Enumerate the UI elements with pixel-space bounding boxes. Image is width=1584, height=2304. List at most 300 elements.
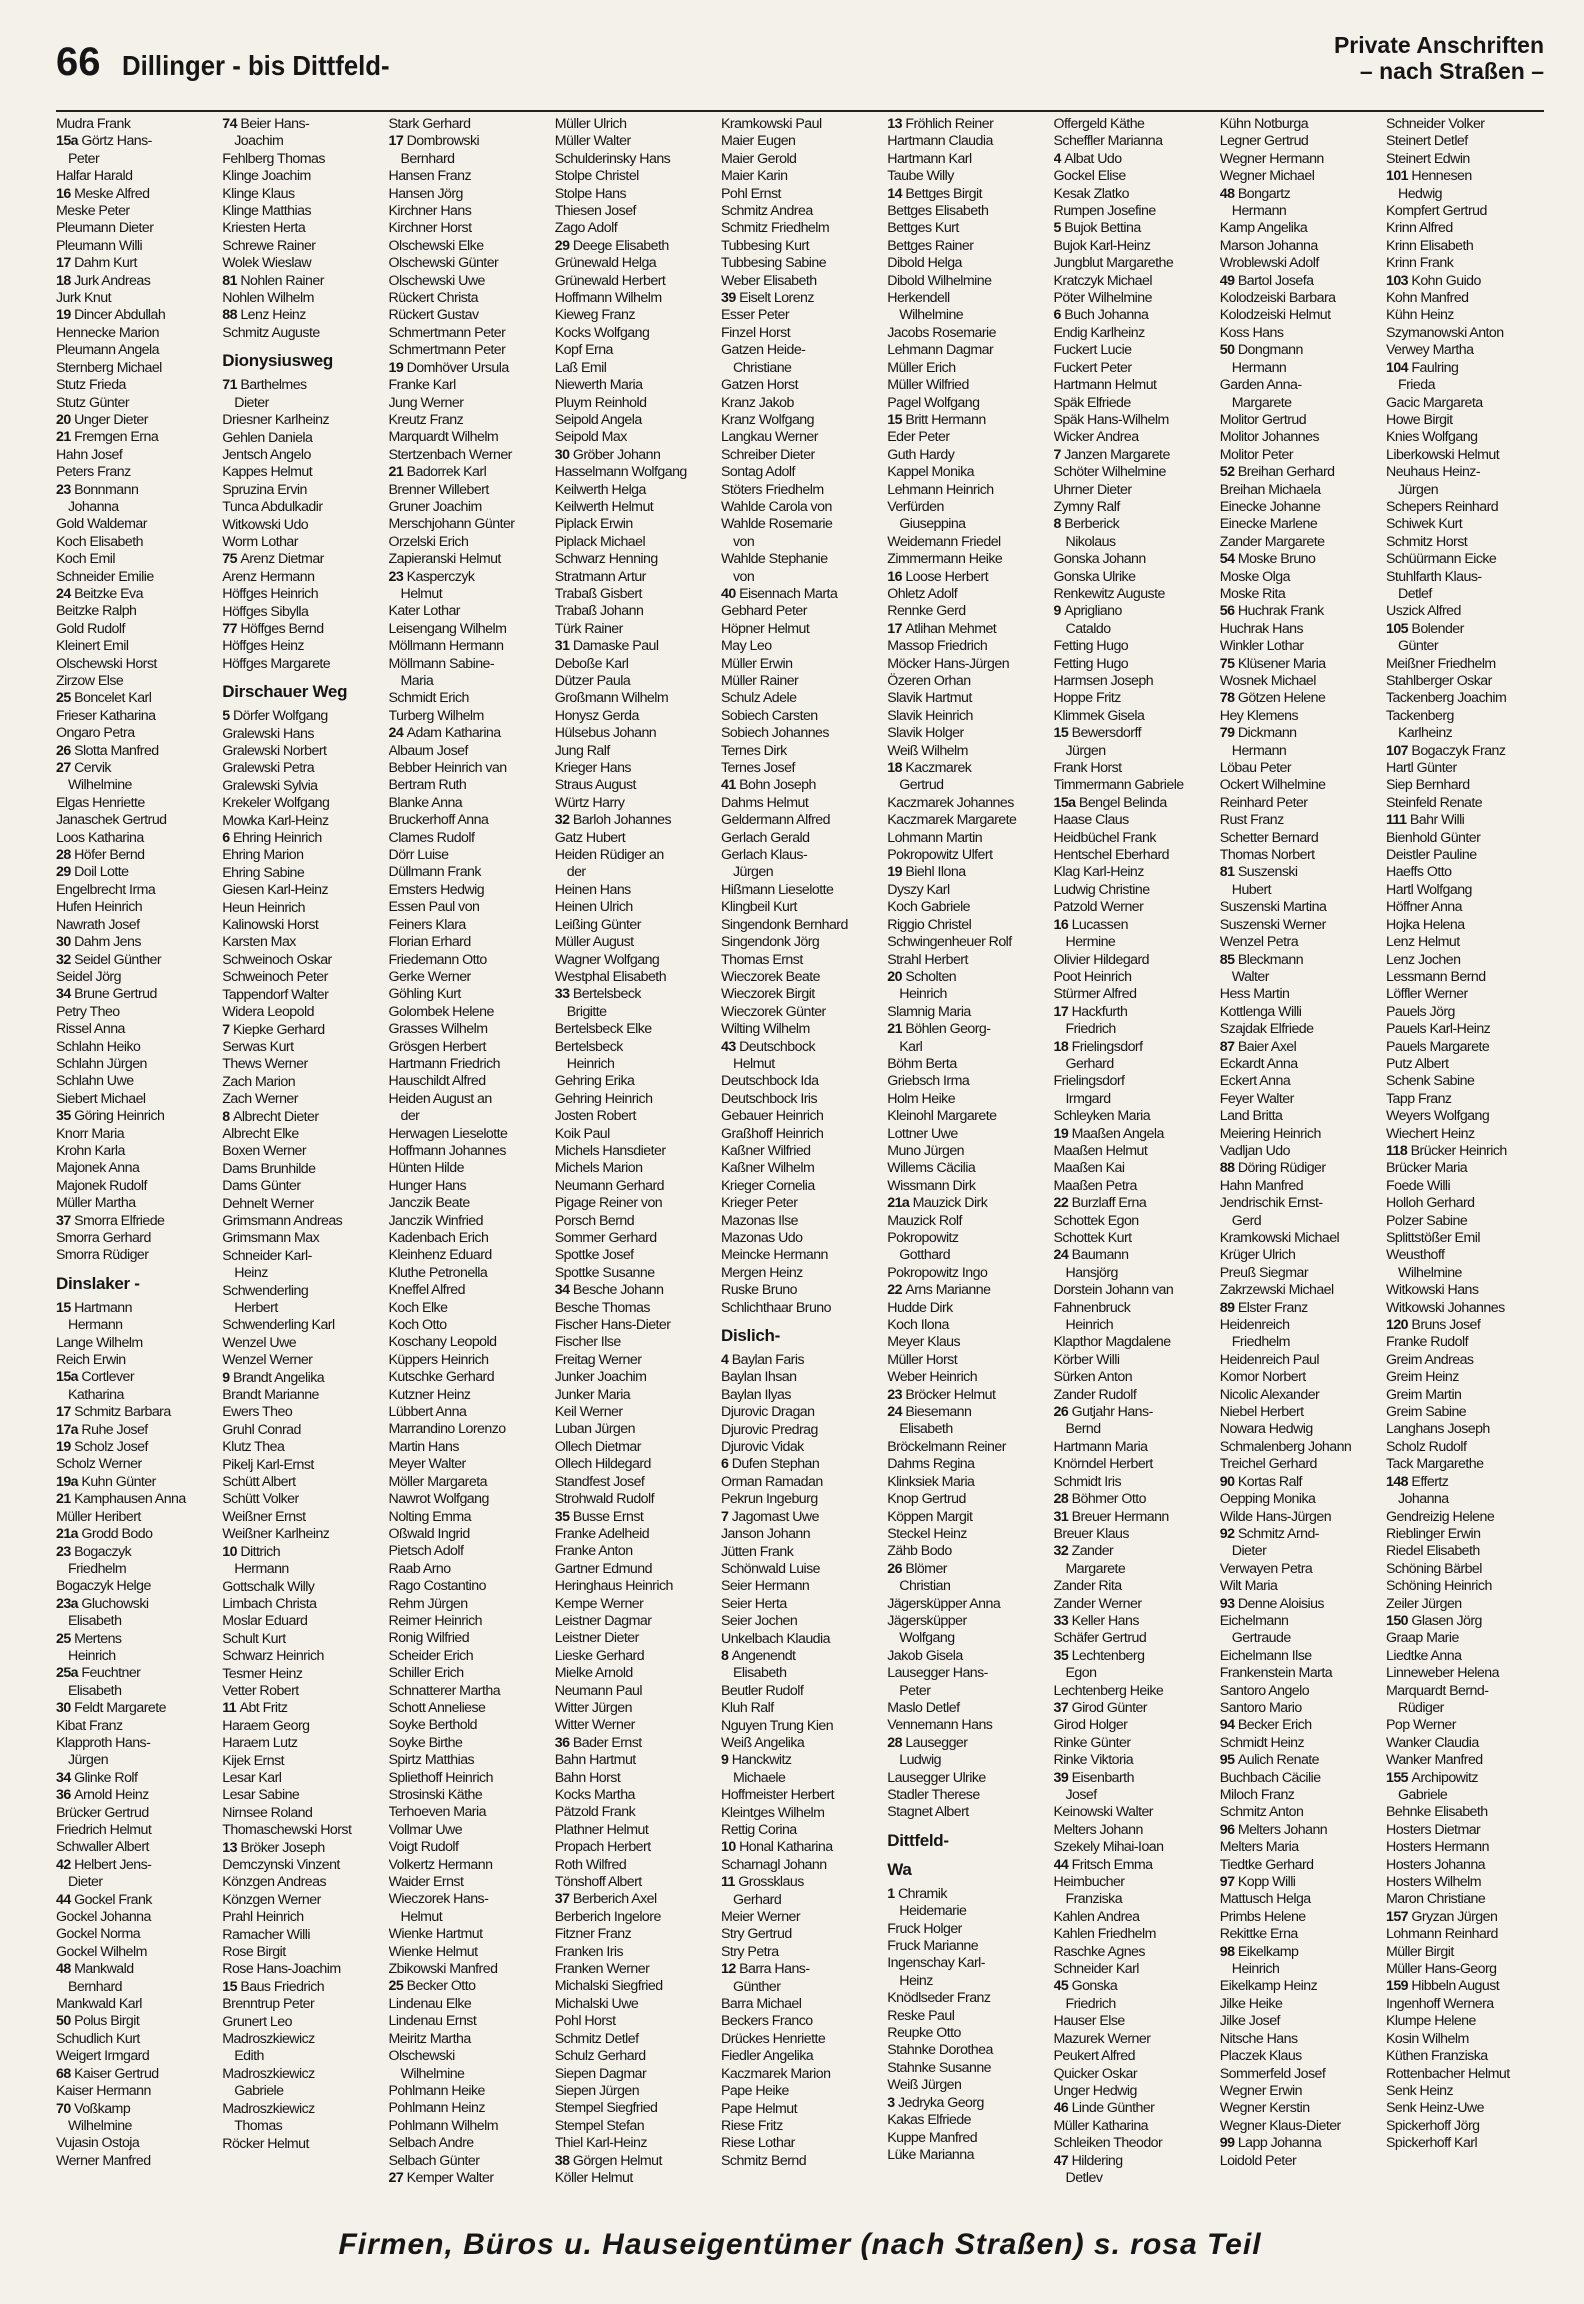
listing-entry: Buchbach Cäcilie	[1219, 1769, 1321, 1786]
listing-entry	[56, 952, 216, 969]
house-number: 23	[887, 1386, 906, 1403]
listing-entry: Josten Robert	[554, 1108, 636, 1125]
resident-name: Bettges Birgit	[905, 185, 983, 202]
resident-name: Melters Johann	[1237, 1821, 1328, 1838]
house-number: 148	[1386, 1473, 1412, 1490]
listing-continuation: von	[733, 568, 755, 585]
listing-entry: Scheider Erich	[388, 1647, 474, 1664]
listing-entry: Schönwald Luise	[721, 1560, 821, 1577]
listing-entry: Driesner Karlheinz	[222, 412, 330, 429]
listing-continuation: Elisabeth	[899, 1421, 953, 1438]
house-number: 7	[1053, 446, 1065, 463]
listing-entry: Löbau Peter	[1219, 760, 1292, 777]
listing-entry: Schneider Karl-	[222, 1247, 312, 1264]
listing-entry: Kopf Erna	[554, 342, 613, 359]
listing-entry: Prahl Heinrich	[222, 1909, 304, 1926]
listing-entry: Bebber Heinrich van	[388, 760, 507, 777]
resident-name: Bartol Josefa	[1237, 272, 1314, 289]
house-number: 21	[56, 429, 75, 446]
listing-entry	[56, 1526, 216, 1543]
listing-entry: Fitzner Franz	[554, 1926, 632, 1943]
listing-entry	[56, 412, 216, 429]
listing-entry: Müller Wilfried	[887, 377, 969, 394]
listing-entry	[1054, 725, 1214, 742]
listing-entry	[721, 1456, 881, 1473]
listing-entry: Kranz Wolfgang	[721, 411, 814, 428]
listing-entry: Merschjohann Günter	[388, 516, 515, 533]
listing-entry: Eder Peter	[887, 429, 950, 446]
listing-entry: Jägersküpper Anna	[887, 1595, 1001, 1612]
resident-name: Beier Hans-	[240, 116, 310, 132]
listing-entry: Deistler Pauline	[1386, 847, 1477, 864]
listing-entry: Piplack Michael	[554, 533, 646, 550]
listing-entry: Schöning Bärbel	[1386, 1560, 1482, 1577]
resident-name: Breuer Hermann	[1071, 1508, 1169, 1525]
listing-entry	[56, 743, 216, 760]
listing-entry: Guth Hardy	[887, 446, 955, 463]
listing-entry: Lausegger Hans-	[887, 1665, 988, 1682]
listing-entry	[56, 1857, 216, 1874]
listing-entry: Rückert Christa	[388, 290, 479, 307]
resident-name: Götzen Helene	[1237, 690, 1326, 707]
listing-entry: Maier Karin	[721, 168, 788, 185]
resident-name: Göring Heinrich	[74, 1108, 165, 1125]
house-number: 9	[1053, 603, 1065, 620]
listing-entry: Gralewski Norbert	[222, 743, 327, 759]
listing-entry: Esser Peter	[721, 307, 790, 324]
listing-entry	[222, 551, 382, 568]
listing-entry: Könzgen Werner	[222, 1891, 321, 1908]
house-number: 35	[554, 1508, 573, 1525]
resident-name: Dombrowski	[406, 133, 480, 150]
resident-name: Görgen Helmut	[572, 2152, 662, 2169]
listing-entry: Maron Christiane	[1386, 1891, 1486, 1908]
listing-entry: Hartmann Karl	[887, 150, 972, 167]
listing-entry: Hansen Franz	[388, 168, 472, 185]
listing-entry: Grösgen Herbert	[388, 1038, 486, 1055]
listing-entry: Körber Willi	[1053, 1351, 1120, 1368]
street-heading: Dionysiusweg	[222, 351, 333, 371]
listing-entry: Spottke Josef	[554, 1247, 634, 1264]
listing-entry: Madroszkiewicz	[222, 2100, 315, 2117]
listing-entry: Bienhold Günter	[1386, 829, 1481, 846]
resident-name: Unger Dieter	[74, 411, 148, 428]
listing-entry: Schulz Adele	[721, 690, 797, 707]
listing-entry: Gebauer Heinrich	[721, 1108, 824, 1125]
listing-entry: Kibat Franz	[56, 1717, 123, 1734]
listing-entry: Nirnsee Roland	[222, 1804, 313, 1821]
house-number: 34	[56, 1769, 75, 1786]
listing-entry: Mielke Arnold	[554, 1665, 633, 1682]
listing-entry: Jütten Frank	[721, 1543, 794, 1560]
listing-entry	[1386, 1978, 1546, 1995]
listing-entry: Ternes Dirk	[721, 742, 787, 759]
listing-entry: Koch Ilona	[887, 1317, 949, 1334]
house-number: 96	[1219, 1821, 1238, 1838]
resident-name: Damaske Paul	[572, 638, 659, 655]
listing-entry: Voigt Rudolf	[388, 1839, 459, 1856]
listing-entry: Strahl Herbert	[887, 951, 968, 968]
listing-entry: Schmidt Erich	[388, 690, 469, 707]
listing-entry: Maslo Detlef	[887, 1699, 960, 1716]
listing-entry: Wanker Claudia	[1386, 1734, 1479, 1751]
page-number: 66	[56, 40, 101, 84]
listing-entry: Jacobs Rosemarie	[887, 324, 996, 341]
listing-entry: Müller Erich	[887, 359, 956, 376]
listing-entry: Hülsebus Johann	[554, 725, 657, 742]
listing-entry: Kluthe Petronella	[388, 1264, 488, 1281]
listing-entry: Möller Margareta	[388, 1473, 487, 1490]
listing-entry: Böhm Berta	[887, 1055, 957, 1072]
listing-entry	[1054, 1126, 1214, 1143]
listing-entry: Schmitz Auguste	[222, 324, 320, 341]
listing-entry: Özeren Orhan	[887, 673, 971, 689]
resident-name: Lenz Heinz	[240, 307, 306, 324]
listing-continuation: Dieter	[234, 394, 269, 411]
resident-name: Eisennach Marta	[739, 585, 838, 602]
listing-entry: Kaßner Wilfried	[721, 1142, 811, 1159]
listing-entry: Weber Heinrich	[887, 1369, 978, 1386]
listing-entry: Stuhlfarth Klaus-	[1386, 568, 1482, 585]
listing-entry: Santoro Angelo	[1219, 1682, 1310, 1699]
listing-entry	[56, 1961, 216, 1978]
house-number: 21	[56, 1491, 75, 1508]
resident-name: Baier Axel	[1237, 1038, 1297, 1055]
listing-entry: Greim Martin	[1386, 1386, 1462, 1403]
listing-entry: Nawrath Josef	[56, 916, 140, 933]
listing-entry: Köppen Margit	[887, 1508, 973, 1525]
listing-entry: Höpner Helmut	[721, 620, 810, 637]
listing-entry: Dyszy Karl	[887, 881, 950, 898]
listing-entry: Hess Martin	[1219, 986, 1290, 1003]
listing-entry: Gockel Johanna	[56, 1909, 151, 1926]
listing-entry: Beitzke Ralph	[56, 603, 137, 620]
listing-entry: Legner Gertrud	[1219, 133, 1309, 150]
listing-entry	[222, 307, 382, 324]
listing-entry: Meiering Heinrich	[1219, 1125, 1321, 1142]
listing-entry: Wegner Erwin	[1219, 2082, 1302, 2099]
listing-continuation: Margarete	[1231, 394, 1292, 411]
listing-entry: Djurovic Predrag	[721, 1421, 818, 1438]
listing-entry: Hufen Heinrich	[56, 899, 143, 916]
resident-name: Gonska	[1071, 1978, 1118, 1995]
listing-entry: Zirzow Else	[56, 673, 124, 689]
resident-name: Feuchtner	[81, 1665, 141, 1682]
listing-continuation: Heinrich	[566, 1055, 615, 1072]
house-number: 44	[1053, 1856, 1072, 1873]
listing-entry	[721, 1874, 881, 1891]
house-number: 90	[1219, 1473, 1238, 1490]
house-number: 47	[1053, 2152, 1072, 2169]
listing-entry: Späk Elfriede	[1053, 394, 1131, 411]
listing-entry	[1054, 1613, 1214, 1630]
listing-entry: Pop Werner	[1386, 1717, 1456, 1734]
listing-entry: Molitor Peter	[1219, 446, 1294, 463]
resident-name: Barra Hans-	[739, 1961, 810, 1978]
listing-entry: Ternes Josef	[721, 760, 795, 777]
house-number: 32	[56, 951, 75, 968]
listing-entry: Schwenderling Karl	[222, 1317, 335, 1334]
listing-entry: Schlichthaar Bruno	[721, 1299, 831, 1316]
listing-entry: Rose Hans-Joachim	[222, 1961, 341, 1978]
listing-entry: Leistner Dagmar	[554, 1612, 652, 1629]
resident-name: Girod Günter	[1071, 1699, 1147, 1716]
listing-entry: Bertram Ruth	[388, 777, 467, 794]
listing-entry: Senk Heinz-Uwe	[1386, 2100, 1484, 2117]
listing-entry: Oepping Monika	[1219, 1491, 1316, 1508]
house-number: 35	[56, 1108, 75, 1125]
listing-entry: Neumann Gerhard	[554, 1177, 665, 1194]
listing-entry: Marson Johanna	[1219, 237, 1318, 254]
listing-entry: Steckel Heinz	[887, 1525, 967, 1542]
house-number: 42	[56, 1856, 75, 1873]
listing-entry: Kalinowski Horst	[222, 917, 319, 934]
listing-entry	[887, 1195, 1047, 1212]
listing-entry: Köller Helmut	[554, 2169, 633, 2186]
listing-entry: Seier Jochen	[721, 1613, 798, 1630]
listing-continuation: Katharina	[68, 1386, 124, 1403]
listing-continuation: Hermann	[68, 1317, 123, 1334]
listing-entry: Lehmann Heinrich	[887, 481, 994, 498]
house-number: 36	[56, 1787, 75, 1804]
listing-entry: Dahms Helmut	[721, 794, 809, 811]
listing-entry: Essen Paul von	[388, 899, 480, 916]
listing-entry: Friedemann Otto	[388, 951, 487, 968]
listing-entry: Terhoeven Maria	[388, 1804, 486, 1821]
listing-entry: Beutler Rudolf	[721, 1682, 804, 1699]
listing-entry: Laß Emil	[554, 359, 607, 376]
listing-entry: Schöning Heinrich	[1386, 1578, 1492, 1595]
listing-continuation: Christian	[899, 1578, 951, 1595]
listing-entry: Kocks Martha	[554, 1787, 635, 1803]
listing-entry: Bahn Hartmut	[554, 1752, 636, 1769]
house-number: 75	[1219, 655, 1238, 672]
listing-entry: Zimmermann Heike	[887, 551, 1003, 568]
listing-entry: Spickerhoff Karl	[1386, 2135, 1478, 2152]
listing-continuation: Edith	[234, 2048, 264, 2065]
listing-entry: Orzelski Erich	[388, 533, 469, 550]
listing-entry: Schweinoch Oskar	[222, 951, 332, 968]
listing-entry: Spliethoff Heinrich	[388, 1769, 493, 1786]
listing-entry: Bruckerhoff Anna	[388, 812, 489, 829]
listing-entry	[389, 725, 549, 742]
listing-entry: Kleintges Wilhelm	[721, 1804, 825, 1821]
resident-name: Aulich Renate	[1237, 1752, 1320, 1769]
resident-name: Jagomast Uwe	[731, 1508, 819, 1525]
listing-entry	[222, 1979, 382, 1996]
listing-entry: Kadenbach Erich	[388, 1230, 489, 1246]
listing-entry: Rissel Anna	[56, 1021, 125, 1038]
listing-entry: Willems Cäcilia	[887, 1160, 976, 1177]
street-heading: Dislich-	[721, 1326, 781, 1346]
listing-entry: Frank Horst	[1053, 760, 1122, 777]
listing-entry: Rinke Günter	[1053, 1734, 1131, 1751]
resident-name: Deege Elisabeth	[572, 237, 669, 254]
resident-name: Voßkamp	[74, 2100, 131, 2117]
resident-name: Lechtenberg	[1071, 1647, 1145, 1664]
listing-entry: Schenk Sabine	[1386, 1073, 1475, 1090]
listing-entry	[1054, 917, 1214, 934]
house-number: 52	[1219, 464, 1238, 481]
listing-entry	[56, 1665, 216, 1682]
listing-entry	[56, 986, 216, 1003]
listing-entry: Langkau Werner	[721, 429, 818, 446]
resident-name: Bonnmann	[74, 481, 139, 498]
listing-entry: Pohlmann Wilhelm	[388, 2117, 498, 2134]
listing-continuation: Johanna	[1398, 1491, 1449, 1508]
resident-name: Meske Alfred	[74, 185, 150, 202]
listing-entry: Friedrich Helmut	[56, 1822, 152, 1838]
listing-entry: Pagel Wolfgang	[887, 394, 980, 411]
listing-entry	[1054, 516, 1214, 533]
listing-entry: Herwagen Lieselotte	[388, 1125, 508, 1142]
listing-entry	[887, 1282, 1047, 1299]
listing-entry: Greim Heinz	[1386, 1369, 1459, 1386]
listing-entry: Luban Jürgen	[554, 1421, 635, 1438]
listing-entry: Kirchner Horst	[388, 220, 472, 237]
resident-name: Barloh Johannes	[572, 812, 672, 829]
listing-entry: Trabaß Johann	[554, 603, 644, 620]
listing-entry: Olschewski Elke	[388, 237, 484, 254]
listing-entry	[1220, 1752, 1380, 1769]
listing-entry: Hudde Dirk	[887, 1299, 953, 1316]
listing-entry	[887, 412, 1047, 429]
listing-entry	[222, 1370, 382, 1387]
listing-entry: Wegner Kerstin	[1219, 2100, 1310, 2117]
listing-entry: Maaßen Kai	[1053, 1160, 1125, 1177]
listing-entry: Maier Eugen	[721, 133, 796, 150]
listing-entry: Koch Emil	[56, 551, 115, 568]
listing-entry: Stahnke Susanne	[887, 2059, 992, 2076]
listing-entry: Klag Karl-Heinz	[1053, 864, 1144, 881]
listing-entry: Kaiser Hermann	[56, 2083, 151, 2100]
listing-entry: Pekrun Ingeburg	[721, 1491, 818, 1508]
house-number: 97	[1219, 1874, 1238, 1891]
listing-entry	[222, 273, 382, 290]
house-number: 15	[1053, 725, 1072, 742]
listing-entry: Zeiler Jürgen	[1386, 1595, 1462, 1612]
listing-entry: Lieske Gerhard	[554, 1647, 645, 1664]
listing-entry: Krinn Frank	[1386, 255, 1454, 272]
house-number: 28	[1053, 1491, 1072, 1508]
listing-continuation: von	[733, 533, 755, 550]
resident-name: Scholten	[905, 968, 957, 985]
listing-entry	[1054, 1770, 1214, 1787]
listing-entry: Eichelmann	[1219, 1612, 1289, 1629]
listing-entry: Sommer Gerhard	[554, 1230, 657, 1246]
listing-entry: Ludwig Christine	[1053, 881, 1150, 898]
listing-entry: Steinfeld Renate	[1386, 794, 1483, 811]
resident-name: Frielingsdorf	[1071, 1038, 1143, 1055]
listing-entry: Honysz Gerda	[554, 707, 639, 724]
listing-entry: Lohmann Reinhard	[1386, 1926, 1498, 1943]
listing-entry: Deutschbock Iris	[721, 1090, 818, 1107]
listing-entry: Wilde Hans-Jürgen	[1219, 1508, 1332, 1525]
house-number: 21a	[56, 1526, 82, 1543]
listing-entry: Pohlmann Heinz	[388, 2100, 485, 2117]
listing-entry: Berberich Ingelore	[554, 1908, 661, 1925]
listing-entry: Franke Anton	[554, 1543, 633, 1560]
listing-entry: Heimbucher	[1053, 1874, 1125, 1891]
listing-continuation: Wilhelmine	[400, 2065, 465, 2082]
resident-name: Britt Hermann	[905, 411, 986, 428]
resident-name: Jurk Andreas	[74, 272, 151, 289]
listing-entry	[721, 586, 881, 603]
listing-entry: Gruner Joachim	[388, 498, 482, 515]
listing-entry: Kutschke Gerhard	[388, 1369, 495, 1386]
listing-entry: Winkler Lothar	[1219, 638, 1304, 655]
listing-continuation: Hermann	[1231, 359, 1287, 376]
listing-entry: Lohmann Martin	[887, 829, 983, 846]
listing-entry	[1220, 551, 1380, 568]
listing-entry: Thiel Karl-Heinz	[554, 2135, 647, 2152]
house-number: 24	[56, 585, 75, 602]
house-number: 38	[554, 2152, 573, 2169]
listing-entry: Elgas Henriette	[56, 794, 145, 811]
house-number: 11	[721, 1874, 739, 1891]
listing-entry: Weißner Ernst	[222, 1508, 306, 1525]
resident-name: Lapp Johanna	[1237, 2135, 1322, 2152]
listing-entry: Stry Petra	[721, 1943, 779, 1960]
listing-entry: Pohlmann Heike	[388, 2082, 485, 2099]
house-number: 15	[222, 1978, 241, 1995]
resident-name: Dongmann	[1237, 342, 1303, 359]
listing-entry: Grünewald Herbert	[554, 272, 666, 289]
house-number: 22	[887, 1282, 906, 1299]
house-number: 105	[1386, 620, 1412, 637]
listing-continuation: Friedrich	[1065, 1021, 1116, 1038]
listing-entry: Gacic Margareta	[1386, 394, 1483, 411]
listing-entry: Pokropowitz Ulfert	[887, 847, 993, 864]
listing-entry	[1054, 1039, 1214, 1056]
listing-entry	[721, 1509, 881, 1526]
resident-name: Slotta Manfred	[74, 742, 159, 759]
listing-entry	[721, 1648, 881, 1665]
listing-entry: Uhrner Dieter	[1053, 481, 1132, 498]
listing-entry: Szekely Mihai-Ioan	[1053, 1839, 1164, 1856]
listing-entry: Hartmann Helmut	[1053, 377, 1157, 394]
house-number: 43	[721, 1038, 740, 1055]
listing-continuation: Heidemarie	[899, 1903, 967, 1920]
listing-entry: Sobiech Carsten	[721, 707, 818, 724]
listing-entry: Fuckert Peter	[1053, 359, 1132, 376]
listing-entry: Zbikowski Manfred	[388, 1961, 498, 1978]
listing-entry: Polzer Sabine	[1386, 1212, 1468, 1229]
listing-entry	[1054, 603, 1214, 620]
listing-entry: Schulz Gerhard	[554, 2048, 646, 2065]
listing-entry: Meyer Walter	[388, 1456, 466, 1473]
listing-entry: Eckardt Anna	[1219, 1055, 1298, 1072]
listing-entry: Dams Brunhilde	[222, 1160, 316, 1177]
listing-entry	[887, 569, 1047, 586]
resident-name: Honal Katharina	[739, 1839, 833, 1856]
listing-entry: Albaum Josef	[388, 742, 468, 759]
listing-entry: Hey Klemens	[1219, 707, 1299, 724]
listing-entry: Klinge Klaus	[222, 185, 295, 202]
listing-entry	[56, 2101, 216, 2118]
listing-continuation: Hubert	[1231, 881, 1272, 898]
listing-entry: Hennecke Marion	[56, 324, 159, 341]
listing-continuation: Gerhard	[1065, 1055, 1114, 1072]
listing-continuation: Gertrud	[899, 777, 944, 794]
listing-entry: Jung Ralf	[554, 742, 610, 759]
listing-entry: Stahlberger Oskar	[1386, 673, 1492, 689]
listing-entry: Vadljan Udo	[1219, 1142, 1290, 1159]
listing-entry: Gehring Heinrich	[554, 1090, 653, 1107]
resident-name: Baylan Faris	[731, 1352, 804, 1369]
listing-column-1	[56, 116, 216, 2211]
listing-entry: Kosin Wilhelm	[1386, 2030, 1469, 2047]
